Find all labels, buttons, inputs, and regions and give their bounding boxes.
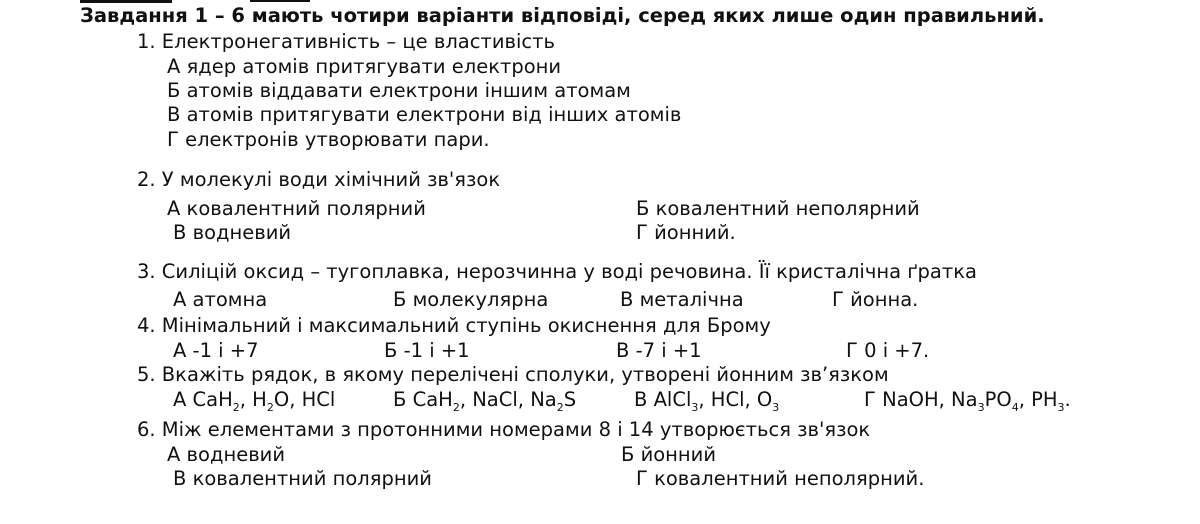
q4-option-a: А -1 і +7 (173, 339, 259, 362)
question-1: 1. Електронегативність – це властивість (137, 30, 555, 53)
q5-option-b: Б CaH$_2$, NaCl, $Na_2S$ (393, 388, 577, 414)
q6-option-a: А водневий (167, 443, 286, 466)
q5-option-d: Г NaOH, $Na_3PO_4$, $PH_3$. (864, 388, 1071, 414)
q4-option-d: Г 0 і +7. (846, 339, 930, 362)
question-3: 3. Силіцій оксид – тугоплавка, нерозчинна у воді речовина. Її кристалічна ґратка (137, 260, 977, 283)
q1-option-c: В атомів притягувати електрони від інших атомів (167, 103, 682, 126)
q3-option-b: Б молекулярна (393, 288, 549, 311)
q1-option-a: А ядер атомів притягувати електрони (167, 55, 562, 78)
q5-option-a: А CaH$_2$, $H_2O$, HCl (173, 388, 336, 414)
question-5: 5. Вкажіть рядок, в якому перелічені сполуки, утворені йонним зв’язком (137, 363, 889, 386)
q2-option-a: А ковалентний полярний (167, 197, 426, 220)
q2-option-d: Г йонний. (636, 221, 736, 244)
q3-option-d: Г йонна. (832, 288, 919, 311)
q4-option-b: Б -1 і +1 (384, 339, 470, 362)
q6-option-d: Г ковалентний неполярний. (636, 467, 925, 490)
q6-option-c: В ковалентний полярний (173, 467, 432, 490)
q1-option-b: Б атомів віддавати електрони іншим атомам (167, 79, 631, 102)
q3-option-a: А атомна (173, 288, 268, 311)
task-header: Завдання 1 – 6 мають чотири варіанти відповіді, серед яких лише один правильний. (80, 4, 1045, 27)
q5-option-c: В AlCl$_3$, HCl, $O_3$ (634, 388, 780, 414)
question-2: 2. У молекулі води хімічний зв'язок (137, 168, 501, 191)
q1-option-d: Г електронів утворювати пари. (167, 128, 490, 151)
q2-option-c: В водневий (173, 221, 292, 244)
q2-option-b: Б ковалентний неполярний (636, 197, 920, 220)
question-4: 4. Мінімальний і максимальний ступінь окиснення для Брому (137, 314, 771, 337)
q4-option-c: В -7 і +1 (616, 339, 702, 362)
q6-option-b: Б йонний (621, 443, 717, 466)
q3-option-c: В металічна (620, 288, 744, 311)
question-6: 6. Між елементами з протонними номерами 8 і 14 утворюється зв'язок (137, 418, 871, 441)
